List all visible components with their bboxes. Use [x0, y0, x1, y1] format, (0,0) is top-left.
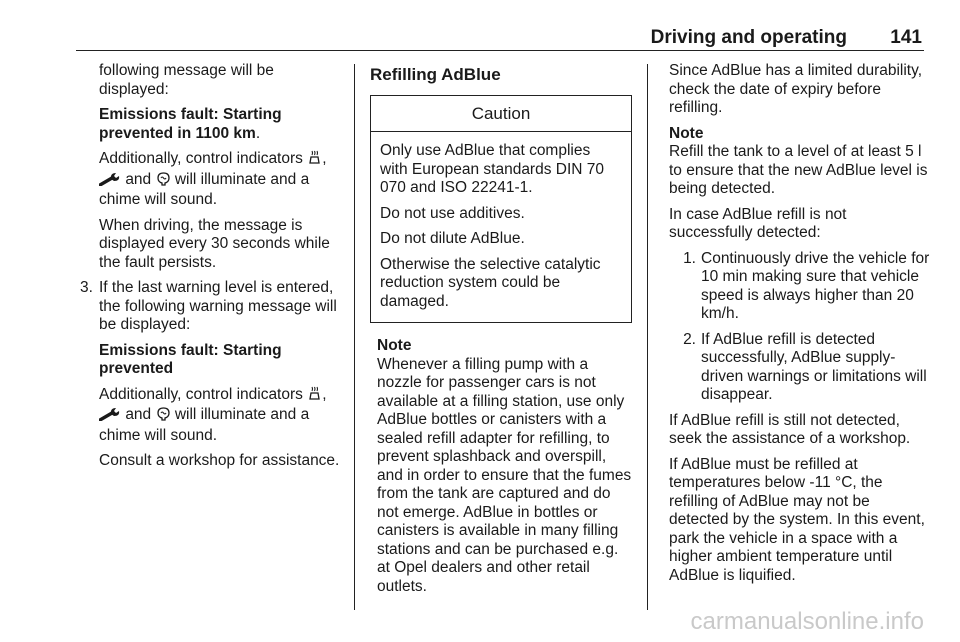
section-title: Refilling AdBlue: [370, 65, 501, 84]
indicators-and: and: [125, 406, 152, 423]
list-item: [669, 331, 931, 405]
watermark: carmanualsonline.info: [690, 608, 924, 635]
page-title: Driving and operating: [650, 27, 847, 48]
list-item: [669, 250, 931, 324]
wrench-icon: [99, 407, 121, 427]
wrench-icon: [99, 172, 121, 192]
item-text: If the last warning level is entered, the following warning message will be displayed:: [99, 279, 337, 333]
item-text: Continuously drive the vehicle for 10 min making sure that vehicle speed is always higher than 20 km/h.: [701, 249, 930, 322]
caution-title: Caution: [371, 96, 631, 133]
column-2: [370, 62, 632, 603]
column-divider-1: [354, 64, 355, 610]
caution-item: Do not dilute AdBlue.: [380, 230, 525, 247]
message-starting-prevented: Emissions fault: Starting prevented: [99, 341, 282, 377]
indicators-text-1: Additionally, control indicators , and will illuminate and a chime will sound.: [99, 150, 327, 208]
indicators-text-2: Additionally, control indicators , and will illuminate and a chime will sound.: [99, 385, 327, 444]
note-text: Refill the tank to a level of at least 5 l to ensure that the new AdBlue level is being detected.: [669, 143, 928, 197]
warning-level-2-block: [80, 62, 342, 272]
note-text: Whenever a filling pump with a nozzle for passenger cars is not available at a filling station, use only AdBlue bottles or canisters with a sealed refill adapter for refilling, to prevent splashback and overspill, and in order to ensure that the fumes from the tank are captured and do not emerge. AdBlue in bottles or canisters is available in many filling stations and can be purchased e.g. at Opel dealers and other retail outlets.: [377, 355, 632, 595]
preheat-coil-icon: [156, 406, 171, 427]
column-divider-2: [647, 64, 648, 610]
note-block: [370, 337, 632, 596]
item-text: If AdBlue refill is detected successfully, AdBlue supply-driven warnings or limitations will disappear.: [701, 330, 927, 403]
caution-item: Only use AdBlue that complies with European standards DIN 70 070 and ISO 22241-1.: [380, 142, 605, 196]
column-1: [80, 62, 342, 485]
consult-workshop-text: Consult a workshop for assistance.: [99, 452, 340, 469]
message-starting-prevented-km: Emissions fault: Starting prevented in 1100 km: [99, 106, 282, 142]
caution-item: Do not use additives.: [380, 204, 525, 222]
note-label: Note: [377, 337, 412, 354]
preheat-coil-icon: [156, 171, 171, 192]
indicators-prefix: Additionally, control indicators: [99, 150, 303, 167]
emission-icon: [307, 386, 322, 407]
item-number: 3.: [80, 279, 93, 296]
indicators-and: and: [125, 170, 152, 188]
emission-icon: [307, 150, 322, 171]
caution-item: Otherwise the selective catalytic reduction system could be damaged.: [380, 255, 601, 310]
page-header: [0, 0, 960, 52]
paragraph: If AdBlue must be refilled at temperatures below -11 °C, the refilling of AdBlue may not be detected by the system. In this event, park the vehicle in a space with a higher ambient temperature until AdBlue is liquified.: [669, 455, 925, 584]
paragraph: In case AdBlue refill is not successfully detected:: [669, 205, 847, 241]
header-divider: [76, 50, 924, 51]
message-period: .: [255, 124, 261, 142]
column-3: [669, 62, 931, 592]
when-driving-text: When driving, the message is displayed every 30 seconds while the fault persists.: [99, 216, 330, 271]
intro-text: following message will be displayed:: [99, 62, 274, 98]
warning-level-3-item: [80, 279, 342, 478]
message-text-1: [99, 106, 342, 143]
item-number: 2.: [683, 330, 696, 348]
item-number: 1.: [683, 249, 696, 267]
caution-box: [370, 95, 632, 324]
page-number: 141: [890, 27, 922, 48]
indicators-suffix: will illuminate and a chime will sound.: [99, 406, 310, 444]
indicators-prefix: Additionally, control indicators: [99, 385, 303, 403]
note-label: Note: [669, 124, 704, 142]
paragraph: Since AdBlue has a limited durability, check the date of expiry before refilling.: [669, 62, 923, 116]
indicators-suffix: will illuminate and a chime will sound.: [99, 170, 310, 208]
paragraph: If AdBlue refill is still not detected, seek the assistance of a workshop.: [669, 411, 911, 447]
